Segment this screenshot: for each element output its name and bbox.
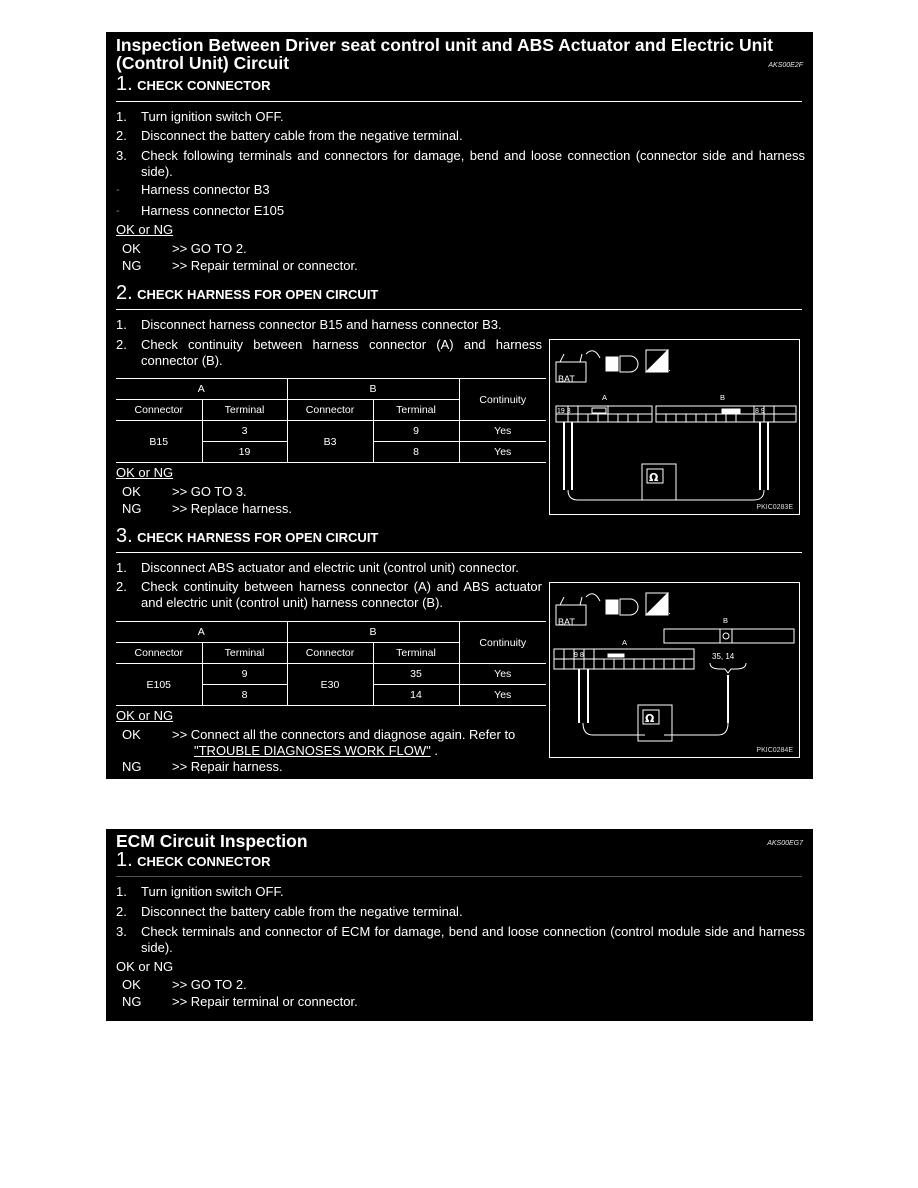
table-header-terminal: Terminal	[202, 400, 287, 421]
divider	[116, 101, 802, 102]
wiring-diagram-step3	[549, 582, 800, 758]
table-cell-continuity: Yes	[459, 442, 546, 463]
table-cell-connector-b: E30	[287, 664, 373, 706]
table-cell-continuity: Yes	[459, 685, 546, 706]
ts-label: T.S.	[660, 610, 671, 616]
pins-b-label: 8 9	[755, 408, 765, 415]
list-item-text: Check continuity between harness connector (A) and harness connector (B).	[141, 337, 542, 368]
divider	[116, 876, 802, 877]
list-item-text: Check terminals and connector of ECM for damage, bend and loose connection (control module side and harness side).	[141, 924, 805, 955]
step-1-heading	[116, 73, 271, 96]
step-number: 3.	[116, 525, 133, 547]
connector-b-label: B	[720, 393, 726, 402]
table-cell-terminal-b: 8	[373, 442, 459, 463]
table-cell-terminal-b: 9	[373, 421, 459, 442]
ng-action: >> Repair harness.	[172, 759, 283, 774]
ts-label: T.S.	[660, 367, 671, 373]
list-item-number: 1.	[116, 560, 127, 575]
list-item-text: Disconnect harness connector B15 and harness connector B3.	[141, 317, 502, 332]
trouble-diagnoses-link[interactable]: "TROUBLE DIAGNOSES WORK FLOW"	[194, 743, 431, 758]
continuity-table-step3	[116, 621, 546, 706]
table-cell-continuity: Yes	[459, 664, 546, 685]
list-item-number: 1.	[116, 109, 127, 124]
ok-label: OK	[122, 241, 141, 256]
table-header-terminal: Terminal	[373, 400, 459, 421]
table-header-connector: Connector	[287, 400, 373, 421]
ng-action: >> Replace harness.	[172, 501, 292, 516]
sub-item-text: Harness connector E105	[141, 203, 285, 218]
wiring-diagram-step2	[549, 339, 800, 515]
divider	[116, 552, 802, 553]
table-group-a: A	[116, 379, 287, 400]
step-number: 1.	[116, 73, 133, 95]
connector-icon	[606, 357, 618, 371]
section-title-line2: (Control Unit) Circuit	[116, 53, 290, 73]
connector-a-label: A	[622, 638, 628, 647]
list-item-text: Turn ignition switch OFF.	[141, 884, 284, 899]
table-cell-terminal-a: 8	[202, 685, 287, 706]
list-item-number: 2.	[116, 128, 127, 143]
table-header-terminal: Terminal	[373, 643, 459, 664]
list-item-number: 3.	[116, 924, 127, 939]
table-cell-terminal-a: 19	[202, 442, 287, 463]
bat-label: BAT	[558, 374, 575, 384]
table-header-connector: Connector	[116, 643, 202, 664]
sub-item-dash: -	[116, 184, 120, 196]
table-header-continuity: Continuity	[459, 379, 546, 421]
sub-item-dash: -	[116, 205, 120, 217]
table-cell-terminal-a: 3	[202, 421, 287, 442]
step-number: 1.	[116, 849, 133, 871]
step-3-heading	[116, 525, 378, 548]
table-cell-continuity: Yes	[459, 421, 546, 442]
divider	[116, 309, 802, 310]
ng-label: NG	[122, 759, 142, 774]
list-item-text: Turn ignition switch OFF.	[141, 109, 284, 124]
list-item-text: Disconnect the battery cable from the negative terminal.	[141, 904, 463, 919]
table-cell-connector-a: E105	[116, 664, 202, 706]
ohm-symbol: Ω	[645, 712, 655, 725]
list-item-text: Check following terminals and connectors for damage, bend and loose connection (connector side and harness side).	[141, 148, 805, 179]
ng-action: >> Repair terminal or connector.	[172, 994, 358, 1009]
pins-a-label: 19 3	[557, 408, 571, 415]
ok-or-ng-label: OK or NG	[116, 708, 174, 723]
figure-code: PKIC0283E	[756, 504, 793, 511]
list-item-number: 1.	[116, 884, 127, 899]
ok-label: OK	[122, 727, 141, 742]
ok-label: OK	[122, 977, 141, 992]
pins-a-label: 9 8	[574, 652, 584, 659]
ok-action-link-line	[194, 743, 438, 759]
ok-action: >> GO TO 2.	[172, 977, 247, 992]
figure-code: PKIC0284E	[756, 747, 793, 754]
table-cell-terminal-b: 35	[373, 664, 459, 685]
list-item-number: 2.	[116, 904, 127, 919]
list-item-number: 1.	[116, 317, 127, 332]
ok-or-ng-label: OK or NG	[116, 465, 174, 480]
table-header-connector: Connector	[116, 400, 202, 421]
table-header-terminal: Terminal	[202, 643, 287, 664]
sub-item-text: Harness connector B3	[141, 182, 270, 197]
section-code: AKS00E2F	[768, 62, 803, 69]
table-header-connector: Connector	[287, 643, 373, 664]
pins-b-label: 35, 14	[712, 652, 735, 661]
ok-action-tail: .	[434, 743, 439, 758]
section-title-line1: Inspection Between Driver seat control unit and ABS Actuator and Electric Unit	[116, 35, 774, 55]
ng-action: >> Repair terminal or connector.	[172, 258, 358, 273]
section-code: AKS00EG7	[767, 840, 803, 847]
list-item-text: Check continuity between harness connector (A) and ABS actuator and electric unit (control unit) harness connector (B).	[141, 579, 542, 610]
ok-or-ng-label: OK or NG	[116, 959, 174, 974]
continuity-table-step2	[116, 378, 546, 463]
ng-label: NG	[122, 258, 142, 273]
table-group-b: B	[287, 379, 459, 400]
table-group-a: A	[116, 622, 287, 643]
inspection-panel-driver-seat-abs	[106, 32, 813, 779]
inspection-panel-ecm	[106, 829, 813, 1021]
table-cell-connector-b: B3	[287, 421, 373, 463]
table-cell-terminal-b: 14	[373, 685, 459, 706]
connector-a-label: A	[602, 393, 608, 402]
harness-continuity-drawing	[550, 583, 801, 759]
table-row	[116, 664, 546, 685]
step-number: 2.	[116, 282, 133, 304]
list-item-text: Disconnect ABS actuator and electric unit (control unit) connector.	[141, 560, 519, 575]
ok-action: >> GO TO 2.	[172, 241, 247, 256]
table-group-b: B	[287, 622, 459, 643]
ok-label: OK	[122, 484, 141, 499]
ok-action: >> Connect all the connectors and diagnose again. Refer to	[172, 727, 516, 742]
step-title: CHECK HARNESS FOR OPEN CIRCUIT	[137, 287, 379, 302]
list-item-text: Disconnect the battery cable from the negative terminal.	[141, 128, 463, 143]
harness-continuity-drawing	[550, 340, 801, 516]
list-item-number: 3.	[116, 148, 127, 163]
step-2-heading	[116, 282, 378, 305]
ng-label: NG	[122, 994, 142, 1009]
bat-label: BAT	[558, 617, 575, 627]
step-1-heading	[116, 849, 271, 872]
table-cell-terminal-a: 9	[202, 664, 287, 685]
list-item-number: 2.	[116, 337, 127, 352]
table-header-continuity: Continuity	[459, 622, 546, 664]
connector-b-label: B	[723, 616, 729, 625]
step-title: CHECK HARNESS FOR OPEN CIRCUIT	[137, 530, 379, 545]
ng-label: NG	[122, 501, 142, 516]
table-cell-connector-a: B15	[116, 421, 202, 463]
ok-or-ng-label: OK or NG	[116, 222, 174, 237]
step-title: CHECK CONNECTOR	[137, 78, 271, 93]
connector-icon	[606, 600, 618, 614]
section-title: ECM Circuit Inspection	[116, 831, 308, 851]
step-title: CHECK CONNECTOR	[137, 854, 271, 869]
list-item-number: 2.	[116, 579, 127, 594]
ok-action: >> GO TO 3.	[172, 484, 247, 499]
table-row	[116, 421, 546, 442]
ohm-symbol: Ω	[649, 471, 659, 484]
